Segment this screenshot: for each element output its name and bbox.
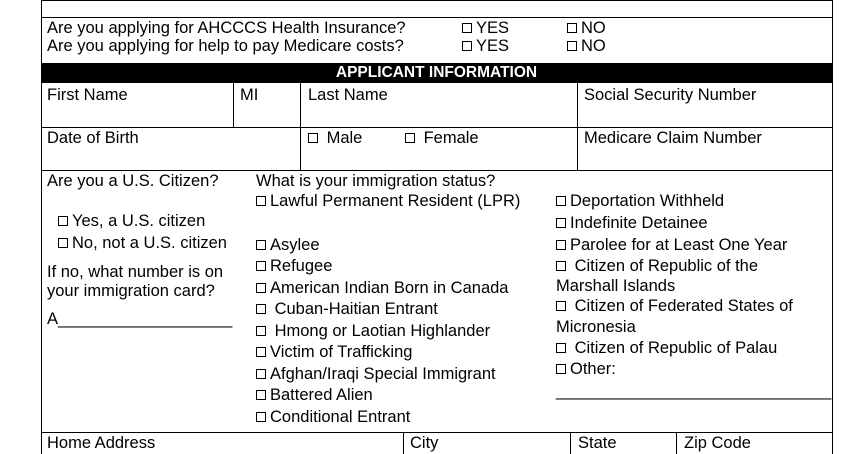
city-label: City [410,434,439,452]
female-option[interactable]: Female [405,129,479,148]
checkbox-icon[interactable] [256,261,266,271]
deportation-option[interactable]: Deportation Withheld [556,192,724,211]
row-divider [41,170,832,171]
checkbox-icon[interactable] [256,304,266,314]
row-divider [41,17,832,18]
col-divider [676,432,677,454]
row-divider [41,127,832,128]
status-option[interactable]: Conditional Entrant [256,408,410,427]
checkbox-icon[interactable] [256,390,266,400]
checkbox-icon[interactable] [556,364,566,374]
status-option[interactable]: Battered Alien [256,386,373,405]
zip-code-label: Zip Code [684,434,751,452]
state-label: State [578,434,617,452]
medicare-no-option[interactable]: NO [567,37,606,56]
citizen-no-option[interactable]: No, not a U.S. citizen [58,234,227,253]
if-no-text: your immigration card? [47,282,215,300]
row-divider [41,432,832,433]
checkbox-icon[interactable] [556,343,566,353]
dob-label: Date of Birth [47,129,139,147]
checkbox-icon[interactable] [556,240,566,250]
status-option[interactable]: American Indian Born in Canada [256,279,508,298]
checkbox-icon[interactable] [462,23,472,33]
checkbox-icon[interactable] [556,261,566,271]
checkbox-icon[interactable] [567,23,577,33]
micronesia-continued: Micronesia [556,318,636,336]
checkbox-icon[interactable] [256,326,266,336]
ahcccs-no-option[interactable]: NO [567,19,606,38]
checkbox-icon[interactable] [256,196,266,206]
other-option[interactable]: Other: [556,360,616,379]
card-number-field[interactable]: A___________________ [47,310,233,328]
medicare-claim-label: Medicare Claim Number [584,129,762,147]
home-address-label: Home Address [47,434,156,452]
col-divider [577,83,578,170]
status-option[interactable]: Victim of Trafficking [256,343,412,362]
checkbox-icon[interactable] [256,347,266,357]
checkbox-icon[interactable] [556,218,566,228]
parolee-option[interactable]: Parolee for at Least One Year [556,236,787,255]
first-name-label: First Name [47,86,128,104]
checkbox-icon[interactable] [462,41,472,51]
checkbox-icon[interactable] [308,133,318,143]
checkbox-icon[interactable] [58,216,68,226]
lpr-option[interactable]: Lawful Permanent Resident (LPR) [256,192,520,211]
other-input-line[interactable]: ______________________________ [556,382,832,400]
male-option[interactable]: Male [308,129,362,148]
palau-option[interactable]: Citizen of Republic of Palau [556,339,777,358]
ssn-label: Social Security Number [584,86,757,104]
right-border [832,0,833,454]
checkbox-icon[interactable] [256,369,266,379]
checkbox-icon[interactable] [556,301,566,311]
checkbox-icon[interactable] [256,412,266,422]
top-border [41,0,832,1]
checkbox-icon[interactable] [256,283,266,293]
ahcccs-yes-option[interactable]: YES [462,19,509,38]
checkbox-icon[interactable] [567,41,577,51]
section-banner: APPLICANT INFORMATION [41,63,832,83]
status-option[interactable]: Afghan/Iraqi Special Immigrant [256,365,496,384]
medicare-question: Are you applying for help to pay Medicare costs? [47,37,404,55]
medicare-yes-option[interactable]: YES [462,37,509,56]
checkbox-icon[interactable] [556,196,566,206]
marshall-continued: Marshall Islands [556,277,676,295]
micronesia-option[interactable]: Citizen of Federated States of [556,297,793,316]
col-divider [570,432,571,454]
citizen-yes-option[interactable]: Yes, a U.S. citizen [58,212,205,231]
if-no-text: If no, what number is on [47,263,224,281]
checkbox-icon[interactable] [256,240,266,250]
status-option[interactable]: Hmong or Laotian Highlander [256,322,490,341]
mi-label: MI [240,86,259,104]
last-name-label: Last Name [308,86,388,104]
status-option[interactable]: Refugee [256,257,332,276]
status-option[interactable]: Asylee [256,236,320,255]
immigration-question: What is your immigration status? [256,172,496,190]
checkbox-icon[interactable] [58,238,68,248]
col-divider [403,432,404,454]
status-option[interactable]: Cuban-Haitian Entrant [256,300,438,319]
col-divider [300,83,301,170]
checkbox-icon[interactable] [405,133,415,143]
citizen-question: Are you a U.S. Citizen? [47,172,219,190]
col-divider [233,83,234,127]
marshall-option[interactable]: Citizen of Republic of the [556,257,758,276]
ahcccs-question: Are you applying for AHCCCS Health Insurance? [47,19,406,37]
indefinite-option[interactable]: Indefinite Detainee [556,214,708,233]
